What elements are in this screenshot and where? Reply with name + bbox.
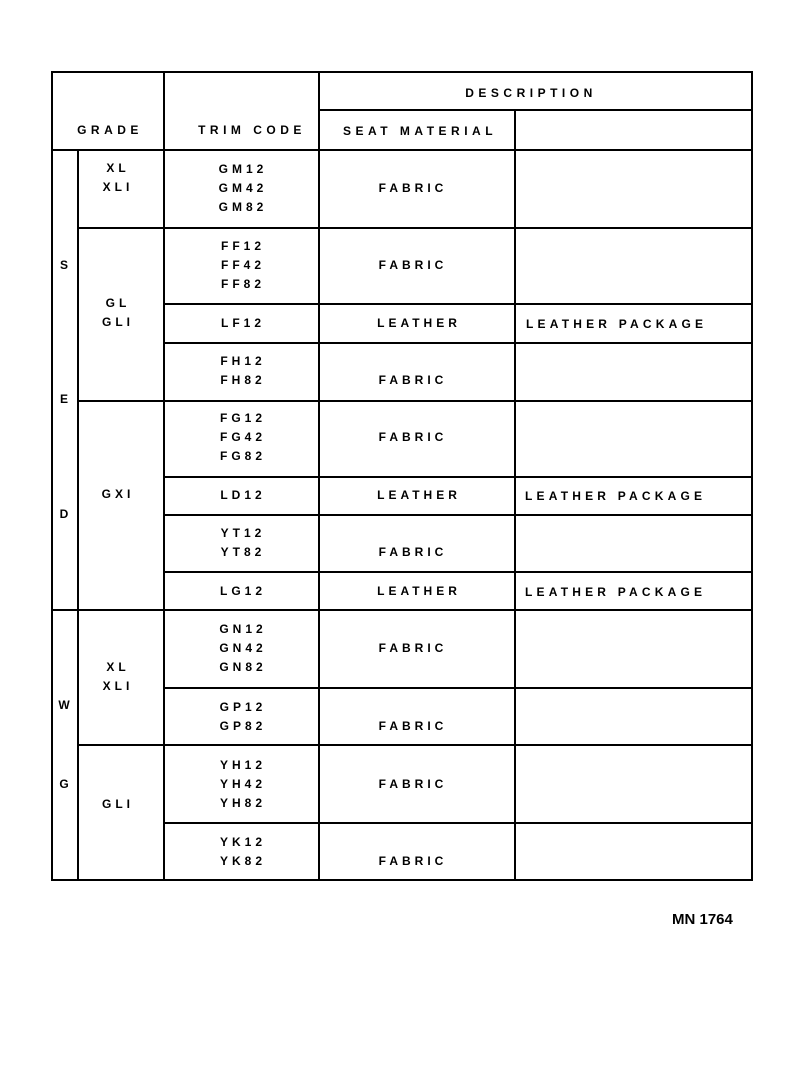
trim-code: GM82: [218, 200, 268, 214]
row-separator: [79, 227, 753, 229]
row-separator: [163, 342, 753, 344]
seat-material-value: FABRIC: [378, 854, 448, 868]
trim-code: FF82: [220, 277, 266, 291]
grade-label: GL: [105, 296, 131, 310]
row-separator: [163, 476, 753, 478]
trim-code-header: TRIM CODE: [198, 123, 306, 137]
body-type-separator: [51, 609, 753, 611]
trim-code: GN82: [219, 660, 267, 674]
trim-code: FF42: [220, 258, 266, 272]
description-note: LEATHER PACKAGE: [526, 317, 708, 331]
seat-material-value: FABRIC: [378, 181, 448, 195]
figure-id: MN 1764: [672, 911, 733, 928]
grade-label: XL: [106, 660, 130, 674]
trim-code: FG42: [219, 430, 267, 444]
trim-code: LF12: [220, 316, 266, 330]
row-separator: [79, 400, 753, 402]
trim-code: LD12: [220, 488, 266, 502]
grade-label: XLI: [102, 679, 134, 693]
trim-code: GP12: [219, 700, 267, 714]
seat-material-value: FABRIC: [378, 545, 448, 559]
trim-code: FH82: [220, 373, 266, 387]
trim-code: YT82: [220, 545, 266, 559]
seat-material-value: LEATHER: [377, 488, 461, 502]
trim-code: YH82: [219, 796, 267, 810]
trim-code: YH42: [219, 777, 267, 791]
grade-label: XLI: [102, 180, 134, 194]
row-separator: [163, 303, 753, 305]
trim-code: FG82: [219, 449, 267, 463]
trim-code: FG12: [219, 411, 267, 425]
seat-material-value: FABRIC: [378, 258, 448, 272]
trim-code: GN42: [219, 641, 267, 655]
seat-material-value: FABRIC: [378, 430, 448, 444]
trim-code: FF12: [220, 239, 266, 253]
table-border-bottom: [51, 879, 753, 881]
trim-code-table: [51, 71, 753, 881]
description-header: DESCRIPTION: [465, 86, 597, 100]
body-type-letter: G: [59, 777, 73, 791]
row-separator: [163, 571, 753, 573]
grade-label: GXI: [101, 487, 135, 501]
trim-code: GM42: [218, 181, 268, 195]
seat-material-value: FABRIC: [378, 641, 448, 655]
grade-header: GRADE: [77, 123, 143, 137]
trim-code: YT12: [220, 526, 266, 540]
header-bottom-rule: [51, 149, 753, 151]
trim-code: FH12: [220, 354, 266, 368]
body-type-letter: D: [59, 507, 73, 521]
description-underline: [319, 109, 753, 111]
seat-material-value: FABRIC: [378, 373, 448, 387]
trim-code: GP82: [219, 719, 267, 733]
table-border-top: [51, 71, 753, 73]
trim-code: YK82: [219, 854, 267, 868]
grade-label: GLI: [102, 797, 134, 811]
body-type-column-divider: [77, 149, 79, 881]
seat-material-value: FABRIC: [378, 719, 448, 733]
body-type-letter: W: [58, 698, 74, 712]
seat-material-header: SEAT MATERIAL: [342, 124, 498, 138]
row-separator: [163, 822, 753, 824]
trim-code: LG12: [219, 584, 267, 598]
seat-material-value: LEATHER: [377, 584, 461, 598]
body-type-letter: E: [59, 392, 73, 406]
body-type-letter: S: [59, 258, 73, 272]
row-separator: [163, 514, 753, 516]
grade-label: XL: [106, 161, 130, 175]
table-border-left: [51, 71, 53, 881]
row-separator: [79, 744, 753, 746]
seat-material-value: FABRIC: [378, 777, 448, 791]
trim-code: YK12: [219, 835, 267, 849]
seat-material-value: LEATHER: [377, 316, 461, 330]
trim-code: YH12: [219, 758, 267, 772]
row-separator: [163, 687, 753, 689]
seat-material-column-divider: [514, 109, 516, 881]
trim-code: GM12: [218, 162, 268, 176]
description-note: LEATHER PACKAGE: [525, 585, 707, 599]
grade-label: GLI: [102, 315, 134, 329]
trim-code: GN12: [219, 622, 267, 636]
description-note: LEATHER PACKAGE: [525, 489, 707, 503]
